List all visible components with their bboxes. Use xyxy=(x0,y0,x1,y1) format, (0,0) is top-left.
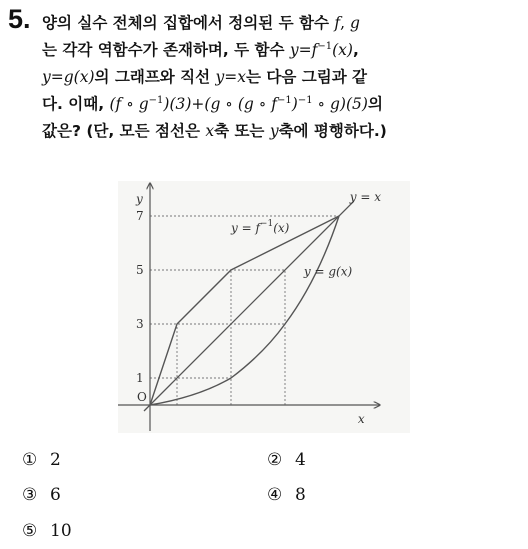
stem-text: 값은? (단, 모든 점선은 xyxy=(42,122,206,140)
question-number: 5. xyxy=(8,4,31,34)
choice-3[interactable] xyxy=(22,485,61,505)
math-expr: y=g(x) xyxy=(42,68,95,86)
stem-text: 다. 이때, xyxy=(42,95,110,113)
stem-text: 축 또는 xyxy=(214,122,270,140)
math-expr: )(3)+(g ∘ (g ∘ f xyxy=(163,95,277,113)
choice-value: 2 xyxy=(50,450,61,470)
identity-line-label: y = x xyxy=(349,190,382,204)
choice-value: 4 xyxy=(295,450,306,470)
stem-text: 의 그래프와 직선 xyxy=(94,68,216,86)
stem-text: 양의 실수 전체의 집합에서 정의된 두 함수 xyxy=(42,14,335,32)
graph-svg xyxy=(118,181,410,433)
math-var: y xyxy=(269,122,279,140)
math-sup: −1 xyxy=(317,40,333,52)
y-tick-label: 5 xyxy=(136,263,144,277)
choice-mark: ④ xyxy=(267,485,283,505)
choice-value: 6 xyxy=(50,485,61,505)
stem-line-1 xyxy=(42,10,524,37)
stem-line-5 xyxy=(42,118,524,145)
choice-value: 8 xyxy=(295,485,306,505)
stem-text: , xyxy=(352,41,359,59)
stem-line-2 xyxy=(42,37,524,64)
question-stem xyxy=(42,10,524,145)
math-var: f xyxy=(334,14,341,32)
choice-mark: ① xyxy=(22,450,38,470)
stem-line-3 xyxy=(42,64,524,91)
math-expr: y=f xyxy=(289,41,318,59)
math-sup: −1 xyxy=(148,94,164,106)
choice-1[interactable] xyxy=(22,450,61,470)
origin-label: O xyxy=(137,390,147,404)
choice-mark: ② xyxy=(267,450,283,470)
math-sep: , xyxy=(340,14,350,32)
choice-mark: ⑤ xyxy=(22,521,38,541)
math-expr: (x) xyxy=(332,41,353,59)
y-tick-label: 1 xyxy=(136,371,144,385)
finv-label-post: (x) xyxy=(273,221,290,236)
x-axis-label: x xyxy=(357,412,365,426)
g-curve-label: y = g(x) xyxy=(303,264,353,279)
stem-text: 는 각각 역함수가 존재하며, 두 함수 xyxy=(42,41,290,59)
y-tick-label: 7 xyxy=(136,209,144,223)
y-axis-label: y xyxy=(136,192,143,206)
stem-text: 의 xyxy=(367,95,383,113)
math-expr: ) xyxy=(291,95,298,113)
choice-value: 10 xyxy=(50,521,72,541)
stem-line-4 xyxy=(42,91,524,118)
choice-4[interactable] xyxy=(267,485,306,505)
math-sup: −1 xyxy=(297,94,313,106)
choice-2[interactable] xyxy=(267,450,306,470)
choice-mark: ③ xyxy=(22,485,38,505)
math-expr: ∘ g)(5) xyxy=(312,95,368,113)
stem-text: 축에 평행하다.) xyxy=(278,122,387,140)
y-tick-label: 3 xyxy=(136,317,144,331)
finv-label-pre: y = f xyxy=(231,221,260,236)
math-var: x xyxy=(205,122,215,140)
choice-5[interactable] xyxy=(22,521,72,541)
math-expr: y=x xyxy=(215,68,247,86)
math-sup: −1 xyxy=(277,94,292,106)
math-var: g xyxy=(349,14,360,32)
function-graph xyxy=(118,181,410,433)
math-expr: (f ∘ g xyxy=(109,95,149,113)
finv-label-sup: −1 xyxy=(259,219,274,230)
finv-curve-label xyxy=(230,219,290,235)
stem-text: 는 다음 그림과 같 xyxy=(246,68,368,86)
